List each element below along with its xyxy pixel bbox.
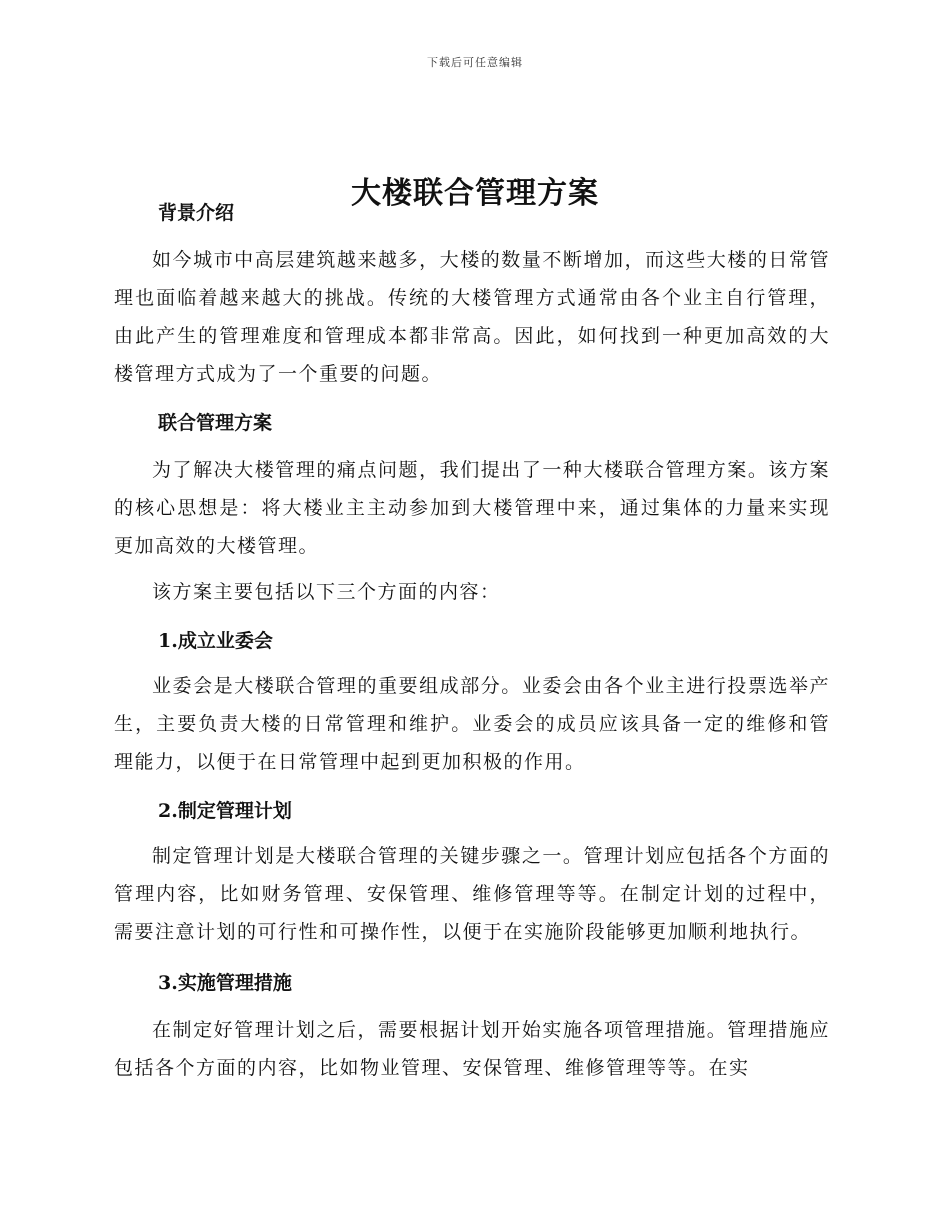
- document-body: [114, 193, 830, 1087]
- section-heading-schedule: 2.制定管理计划: [158, 800, 292, 822]
- paragraph-schedule: 制定管理计划是大楼联合管理的关键步骤之一。管理计划应包括各个方面的管理内容，比如财务管理、安保管理、维修管理等等。在制定计划的过程中，需要注意计划的可行性和可操作性，以便于在实施阶段能够更加顺利地执行。: [114, 845, 830, 943]
- paragraph-plan-contents: 该方案主要包括以下三个方面的内容：: [152, 581, 501, 603]
- section-heading-measures: 3.实施管理措施: [158, 972, 292, 994]
- section-heading-plan: 联合管理方案: [158, 412, 273, 434]
- paragraph-measures: 在制定好管理计划之后，需要根据计划开始实施各项管理措施。管理措施应包括各个方面的内容，比如物业管理、安保管理、维修管理等等。在实: [114, 1019, 830, 1079]
- paragraph-plan-intro: 为了解决大楼管理的痛点问题，我们提出了一种大楼联合管理方案。该方案的核心思想是：将大楼业主主动参加到大楼管理中来，通过集体的力量来实现更加高效的大楼管理。: [114, 459, 830, 557]
- paragraph-background: 如今城市中高层建筑越来越多，大楼的数量不断增加，而这些大楼的日常管理也面临着越来越大的挑战。传统的大楼管理方式通常由各个业主自行管理，由此产生的管理难度和管理成本都非常高。因此，如何找到一种更加高效的大楼管理方式成为了一个重要的问题。: [114, 249, 830, 385]
- section-heading-committee: 1.成立业委会: [158, 630, 273, 652]
- paragraph-committee: 业委会是大楼联合管理的重要组成部分。业委会由各个业主进行投票选举产生，主要负责大楼的日常管理和维护。业委会的成员应该具备一定的维修和管理能力，以便于在日常管理中起到更加积极的作用。: [114, 675, 830, 773]
- document-title: 大楼联合管理方案: [351, 176, 599, 212]
- page-header: 下载后可任意编辑: [427, 56, 523, 69]
- section-heading-background: 背景介绍: [158, 202, 235, 224]
